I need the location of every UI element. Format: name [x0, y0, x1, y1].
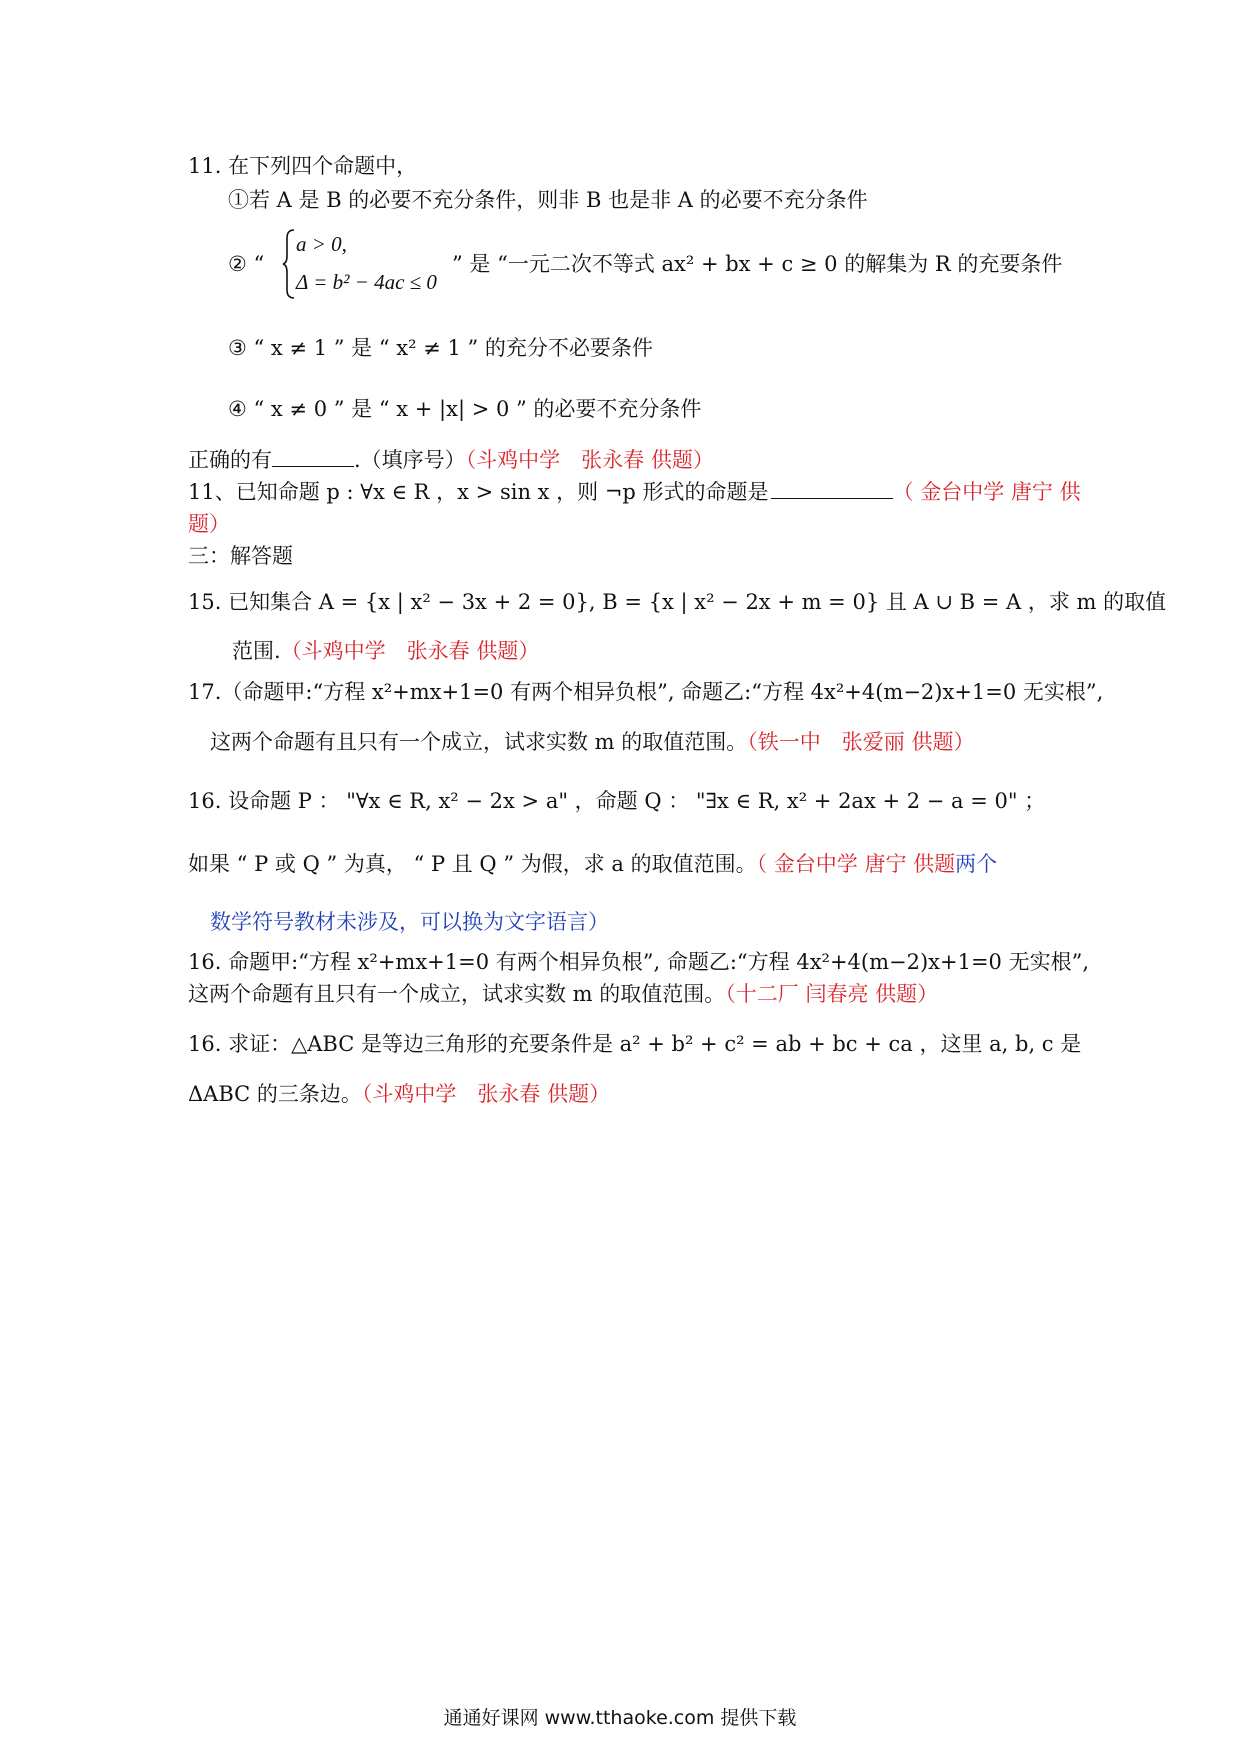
q11a-title: 11. 在下列四个命题中，: [188, 154, 418, 178]
brace-icon: [282, 228, 296, 300]
q11b-line: [188, 478, 1081, 506]
q16c-line2-text: ΔABC 的三条边。: [188, 1082, 362, 1106]
q11a-item-2-right: ” 是 “一元二次不等式 ax² + bx + c ≥ 0 的解集为 R 的充要条件: [452, 252, 1063, 276]
q16a-line2: [188, 850, 997, 878]
q15-line2: [232, 637, 539, 665]
q16c-line1: 16. 求证：△ABC 是等边三角形的充要条件是 a² + b² + c² = ab + bc + ca ，这里 a, b, c 是: [188, 1032, 1082, 1056]
q11b-source-line1: （ 金台中学 唐宁 供: [892, 480, 1081, 504]
section-title: 三：解答题: [188, 544, 293, 568]
q16b-line2: [188, 980, 938, 1008]
q11a-item-2-system-line1: a > 0,: [296, 232, 347, 256]
q15-source: （斗鸡中学 张永春 供题）: [280, 639, 540, 663]
q15-line1: 15. 已知集合 A = {x | x² − 3x + 2 = 0}, B = {x | x² − 2x + m = 0} 且 A ∪ B = A ，求 m 的取值: [188, 590, 1167, 614]
q16b-line2-text: 这两个命题有且只有一个成立，试求实数 m 的取值范围。: [188, 982, 726, 1006]
q11a-source: （斗鸡中学 张永春 供题）: [465, 448, 714, 472]
answer-blank[interactable]: [272, 446, 354, 467]
q16a-line2-text: 如果 “ P 或 Q ” 为真， “ P 且 Q ” 为假，求 a 的取值范围。: [188, 852, 757, 876]
answer-suffix: .（填序号）: [354, 448, 466, 472]
q16a-note-line1: 两个: [955, 852, 998, 876]
q16a-line1: 16. 设命题 P ： "∀x ∈ R, x² − 2x > a" ，命题 Q ： "∃x ∈ R, x² + 2ax + 2 − a = 0" ；: [188, 789, 1046, 813]
q16c-line2: [188, 1080, 610, 1108]
q11b-source-line2: 题）: [188, 512, 230, 536]
q11b-blank[interactable]: [771, 478, 893, 499]
q16b-source: （十二厂 闫春亮 供题）: [725, 982, 939, 1006]
q17-line1: 17.（命题甲:“方程 x²+mx+1=0 有两个相异负根”, 命题乙:“方程 4x²+4(m−2)x+1=0 无实根”,: [188, 680, 1104, 704]
q16a-note-line2: 数学符号教材未涉及，可以换为文字语言）: [210, 910, 609, 934]
q16b-line1: 16. 命题甲:“方程 x²+mx+1=0 有两个相异负根”, 命题乙:“方程 4x²+4(m−2)x+1=0 无实根”,: [188, 950, 1090, 974]
q11a-item-4: ④ “ x ≠ 0 ” 是 “ x + |x| > 0 ” 的必要不充分条件: [228, 397, 702, 421]
q11a-item-1: ①若 A 是 B 的必要不充分条件，则非 B 也是非 A 的必要不充分条件: [228, 188, 868, 212]
q11a-item-2-left: ② “: [228, 252, 265, 276]
q16c-source: （斗鸡中学 张永春 供题）: [361, 1082, 611, 1106]
q11b-text: 11、已知命题 p : ∀x ∈ R ，x > sin x ，则 ¬p 形式的命题是: [188, 480, 769, 504]
q16a-source: （ 金台中学 唐宁 供题: [756, 852, 956, 876]
answer-prefix: 正确的有: [188, 448, 272, 472]
q11a-answer-line: [188, 446, 714, 474]
q11a-item-2-system-line2: Δ = b² − 4ac ≤ 0: [296, 270, 437, 294]
q15-line2-text: 范围.: [232, 639, 281, 663]
page-footer: 通通好课网 www.tthaoke.com 提供下载: [443, 1707, 797, 1729]
q17-source: （铁一中 张爱丽 供题）: [747, 730, 975, 754]
q17-line2-text: 这两个命题有且只有一个成立，试求实数 m 的取值范围。: [210, 730, 748, 754]
q17-line2: [210, 728, 974, 756]
q11a-item-3: ③ “ x ≠ 1 ” 是 “ x² ≠ 1 ” 的充分不必要条件: [228, 336, 653, 360]
